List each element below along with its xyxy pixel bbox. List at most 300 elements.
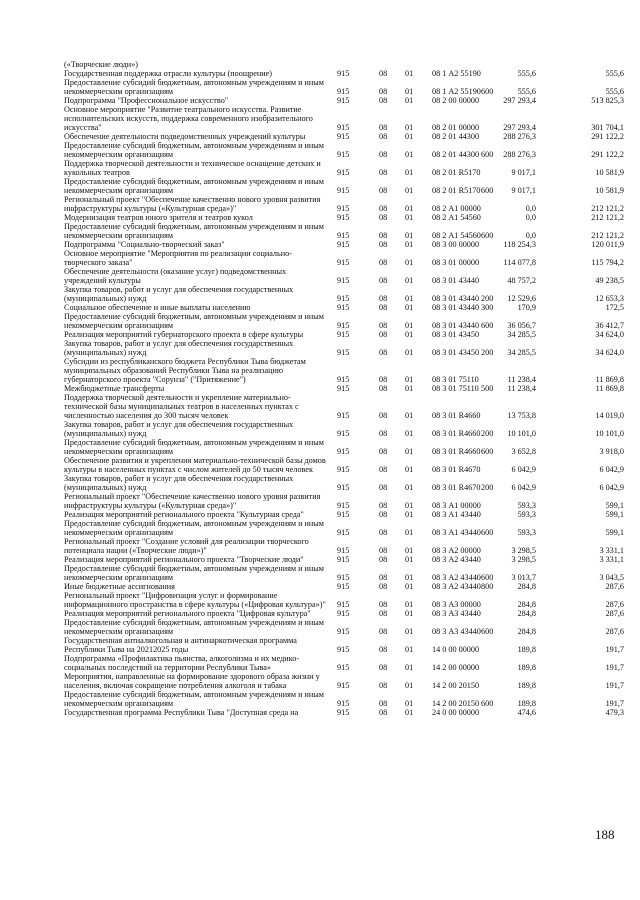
amount-year-2: 555,6 (605, 69, 624, 78)
amount-year-2: 172,5 (605, 303, 624, 312)
amount-year-1: 34 285,5 (507, 348, 536, 357)
ministry-code: 915 (337, 96, 350, 105)
amount-year-1: 36 056,7 (507, 321, 536, 330)
row-name: Модернизация театров юного зрителя и театров кукол (64, 213, 253, 222)
amount-year-1: 118 254,3 (503, 240, 536, 249)
subsection-code: 01 (405, 663, 414, 672)
subsection-code: 01 (405, 609, 414, 618)
target-article-code: 08 3 А3 43440 (432, 609, 481, 618)
subsection-code: 01 (405, 573, 414, 582)
expense-type-code: 200 (481, 429, 494, 438)
expense-type-code: 600 (481, 699, 494, 708)
subsection-code: 01 (405, 384, 414, 393)
amount-year-1: 9 017,1 (511, 186, 536, 195)
subsection-code: 01 (405, 645, 414, 654)
section-code: 08 (379, 123, 388, 132)
target-article-code: 08 2 01 44300 (432, 132, 480, 141)
table-row (64, 636, 624, 654)
row-name: Предоставление субсидий бюджетным, автономным учреждениям и иным некоммерческим организациям (64, 618, 324, 636)
amount-year-1: 189,8 (517, 699, 536, 708)
amount-year-2: 6 042,9 (599, 483, 624, 492)
amount-year-1: 3 298,5 (511, 546, 536, 555)
ministry-code: 915 (337, 123, 350, 132)
subsection-code: 01 (405, 150, 414, 159)
row-name: Обеспечение деятельности подведомственных учреждений культуры (64, 132, 306, 141)
amount-year-2: 10 101,0 (595, 429, 624, 438)
row-name: («Творческие люди») (64, 60, 138, 69)
target-article-code: 08 2 01 00000 (432, 123, 480, 132)
subsection-code: 01 (405, 708, 414, 717)
expense-type-code: 200 (481, 348, 494, 357)
amount-year-1: 593,3 (517, 528, 536, 537)
subsection-code: 01 (405, 510, 414, 519)
subsection-code: 01 (405, 501, 414, 510)
target-article-code: 08 3 01 43440 (432, 321, 480, 330)
ministry-code: 915 (337, 411, 350, 420)
ministry-code: 915 (337, 204, 350, 213)
subsection-code: 01 (405, 240, 414, 249)
subsection-code: 01 (405, 555, 414, 564)
section-code: 08 (379, 645, 388, 654)
subsection-code: 01 (405, 699, 414, 708)
table-row (64, 492, 624, 510)
row-name: Государственная программа Республики Тыва "Доступная среда на (64, 708, 299, 717)
section-code: 08 (379, 609, 388, 618)
target-article-code: 14 2 00 20150 (432, 681, 480, 690)
amount-year-2: 599,1 (605, 510, 624, 519)
section-code: 08 (379, 528, 388, 537)
ministry-code: 915 (337, 240, 350, 249)
ministry-code: 915 (337, 573, 350, 582)
target-article-code: 08 3 01 R4670 (432, 465, 481, 474)
subsection-code: 01 (405, 447, 414, 456)
table-row (64, 177, 624, 195)
subsection-code: 01 (405, 348, 414, 357)
table-row (64, 690, 624, 708)
subsection-code: 01 (405, 429, 414, 438)
section-code: 08 (379, 330, 388, 339)
section-code: 08 (379, 510, 388, 519)
ministry-code: 915 (337, 330, 350, 339)
ministry-code: 915 (337, 510, 350, 519)
table-row (64, 519, 624, 537)
subsection-code: 01 (405, 303, 414, 312)
amount-year-2: 49 238,5 (595, 276, 624, 285)
amount-year-2: 291 122,2 (591, 132, 624, 141)
ministry-code: 915 (337, 663, 350, 672)
expense-type-code: 800 (481, 582, 494, 591)
target-article-code: 08 3 А1 43440 (432, 510, 481, 519)
row-name: Обеспечение развития и укрепления материально-технической базы домов культуры в населенных пунктах с числом жителей до 50 тысяч человек (64, 456, 326, 474)
amount-year-1: 297 293,4 (503, 96, 536, 105)
row-name: Региональный проект "Создание условий для реализации творческого потенциала нации («Творческие люди»)" (64, 537, 309, 555)
subsection-code: 01 (405, 627, 414, 636)
target-article-code: 08 2 А1 54560 (432, 213, 481, 222)
subsection-code: 01 (405, 132, 414, 141)
row-name: Закупка товаров, работ и услуг для обеспечения государственных (муниципальных) нужд (64, 420, 294, 438)
target-article-code: 08 2 А1 54560 (432, 231, 481, 240)
table-row (64, 564, 624, 582)
section-code: 08 (379, 465, 388, 474)
amount-year-1: 555,6 (517, 69, 536, 78)
row-name: Подпрограмма "Профессиональное искусство" (64, 96, 229, 105)
target-article-code: 08 3 А2 00000 (432, 546, 481, 555)
table-row (64, 249, 624, 267)
row-name: Мероприятия, направленные на формирование здорового образа жизни у населения, включая сокращение потребления алкоголя и табака (64, 672, 320, 690)
table-row (64, 303, 624, 312)
target-article-code: 08 3 01 R4670 (432, 483, 481, 492)
target-article-code: 08 3 01 43440 (432, 276, 480, 285)
table-row (64, 591, 624, 609)
table-row (64, 240, 624, 249)
amount-year-2: 3 918,0 (599, 447, 624, 456)
ministry-code: 915 (337, 546, 350, 555)
table-row (64, 393, 624, 420)
target-article-code: 08 3 А2 43440 (432, 582, 481, 591)
subsection-code: 01 (405, 411, 414, 420)
table-row (64, 555, 624, 564)
table-row (64, 654, 624, 672)
ministry-code: 915 (337, 321, 350, 330)
section-code: 08 (379, 501, 388, 510)
amount-year-2: 287,6 (605, 627, 624, 636)
target-article-code: 08 1 А2 55190 (432, 87, 481, 96)
target-article-code: 14 2 00 00000 (432, 663, 480, 672)
subsection-code: 01 (405, 258, 414, 267)
amount-year-1: 284,8 (517, 582, 536, 591)
target-article-code: 08 3 А1 00000 (432, 501, 481, 510)
table-row (64, 330, 624, 339)
subsection-code: 01 (405, 681, 414, 690)
row-name: Предоставление субсидий бюджетным, автономным учреждениям и иным некоммерческим организациям (64, 564, 324, 582)
ministry-code: 915 (337, 483, 350, 492)
table-row (64, 618, 624, 636)
section-code: 08 (379, 600, 388, 609)
table-row (64, 357, 624, 384)
row-name: Предоставление субсидий бюджетным, автономным учреждениям и иным некоммерческим организациям (64, 690, 324, 708)
page-number: 188 (595, 827, 615, 842)
section-code: 08 (379, 168, 388, 177)
expense-type-code: 600 (481, 528, 494, 537)
amount-year-1: 555,6 (517, 87, 536, 96)
ministry-code: 915 (337, 384, 350, 393)
table-row (64, 267, 624, 285)
ministry-code: 915 (337, 231, 350, 240)
ministry-code: 915 (337, 600, 350, 609)
subsection-code: 01 (405, 204, 414, 213)
row-name: Закупка товаров, работ и услуг для обеспечения государственных (муниципальных) нужд (64, 339, 294, 357)
amount-year-1: 48 757,2 (507, 276, 536, 285)
amount-year-2: 34 624,0 (595, 330, 624, 339)
amount-year-1: 189,8 (517, 681, 536, 690)
amount-year-1: 0,0 (525, 204, 536, 213)
row-name: Предоставление субсидий бюджетным, автономным учреждениям и иным некоммерческим организациям (64, 519, 324, 537)
row-name: Предоставление субсидий бюджетным, автономным учреждениям и иным некоммерческим организациям (64, 141, 324, 159)
table-row (64, 537, 624, 555)
table-row (64, 609, 624, 618)
ministry-code: 915 (337, 681, 350, 690)
amount-year-2: 212 121,2 (591, 231, 624, 240)
subsection-code: 01 (405, 600, 414, 609)
target-article-code: 08 3 А1 43440 (432, 528, 481, 537)
ministry-code: 915 (337, 132, 350, 141)
amount-year-2: 191,7 (605, 681, 624, 690)
amount-year-2: 115 794,2 (591, 258, 624, 267)
amount-year-1: 297 293,4 (503, 123, 536, 132)
amount-year-1: 288 276,3 (503, 132, 536, 141)
target-article-code: 08 2 01 R5170 (432, 168, 481, 177)
amount-year-2: 513 825,3 (591, 96, 624, 105)
expense-type-code: 600 (481, 627, 494, 636)
target-article-code: 08 3 01 43440 (432, 294, 480, 303)
target-article-code: 08 3 01 00000 (432, 258, 480, 267)
table-row (64, 60, 624, 69)
row-name: Предоставление субсидий бюджетным, автономным учреждениям и иным некоммерческим организациям (64, 78, 324, 96)
target-article-code: 14 2 00 20150 (432, 699, 480, 708)
subsection-code: 01 (405, 186, 414, 195)
table-row (64, 312, 624, 330)
amount-year-2: 212 121,2 (591, 213, 624, 222)
table-row (64, 420, 624, 438)
subsection-code: 01 (405, 213, 414, 222)
amount-year-2: 34 624,0 (595, 348, 624, 357)
amount-year-1: 474,6 (517, 708, 536, 717)
amount-year-1: 6 042,9 (511, 465, 536, 474)
target-article-code: 08 3 А2 43440 (432, 573, 481, 582)
subsection-code: 01 (405, 375, 414, 384)
ministry-code: 915 (337, 555, 350, 564)
section-code: 08 (379, 231, 388, 240)
row-name: Реализация мероприятий регионального проекта "Цифровая культура" (64, 609, 311, 618)
target-article-code: 08 3 01 75110 (432, 375, 479, 384)
amount-year-1: 0,0 (525, 231, 536, 240)
row-name: Подпрограмма "Социально-творческий заказ" (64, 240, 225, 249)
amount-year-2: 599,1 (605, 501, 624, 510)
target-article-code: 08 3 А3 00000 (432, 600, 481, 609)
subsection-code: 01 (405, 69, 414, 78)
section-code: 08 (379, 96, 388, 105)
target-article-code: 08 3 01 R4660 (432, 447, 481, 456)
row-name: Поддержка творческой деятельности и укрепление материально-технической базы муниципальных театров в населенных пунктах с численностью населения до 300 тысяч человек (64, 393, 299, 420)
amount-year-2: 287,6 (605, 600, 624, 609)
row-name: Поддержка творческой деятельности и техническое оснащение детских и кукольных театров (64, 159, 321, 177)
ministry-code: 915 (337, 348, 350, 357)
table-row (64, 213, 624, 222)
subsection-code: 01 (405, 546, 414, 555)
section-code: 08 (379, 663, 388, 672)
amount-year-1: 114 077,8 (503, 258, 536, 267)
ministry-code: 915 (337, 87, 350, 96)
target-article-code: 08 1 А2 55190 (432, 69, 481, 78)
subsection-code: 01 (405, 528, 414, 537)
subsection-code: 01 (405, 96, 414, 105)
table-row (64, 69, 624, 78)
row-name: Региональный проект "Обеспечение качественно нового уровня развития инфраструктуры культуры («Культурная среда»)" (64, 195, 321, 213)
ministry-code: 915 (337, 168, 350, 177)
amount-year-1: 6 042,9 (511, 483, 536, 492)
ministry-code: 915 (337, 303, 350, 312)
row-name: Межбюджетные трансферты (64, 384, 165, 393)
target-article-code: 24 0 00 00000 (432, 708, 480, 717)
amount-year-2: 3 331,1 (599, 555, 624, 564)
target-article-code: 08 3 01 43450 (432, 348, 480, 357)
section-code: 08 (379, 681, 388, 690)
section-code: 08 (379, 582, 388, 591)
amount-year-2: 479,3 (605, 708, 624, 717)
target-article-code: 08 3 01 R4660 (432, 429, 481, 438)
target-article-code: 14 0 00 00000 (432, 645, 480, 654)
section-code: 08 (379, 150, 388, 159)
section-code: 08 (379, 483, 388, 492)
row-name: Предоставление субсидий бюджетным, автономным учреждениям и иным некоммерческим организациям (64, 438, 324, 456)
ministry-code: 915 (337, 276, 350, 285)
row-name: Обеспечение деятельности (оказание услуг) подведомственных учреждений культуры (64, 267, 287, 285)
target-article-code: 08 3 01 R4660 (432, 411, 481, 420)
amount-year-2: 287,6 (605, 609, 624, 618)
subsection-code: 01 (405, 168, 414, 177)
expense-type-code: 600 (481, 150, 494, 159)
amount-year-1: 13 753,8 (507, 411, 536, 420)
section-code: 08 (379, 546, 388, 555)
amount-year-1: 3 298,5 (511, 555, 536, 564)
subsection-code: 01 (405, 87, 414, 96)
table-row (64, 672, 624, 690)
section-code: 08 (379, 348, 388, 357)
amount-year-1: 284,8 (517, 600, 536, 609)
table-row (64, 285, 624, 303)
table-row (64, 339, 624, 357)
row-name: Предоставление субсидий бюджетным, автономным учреждениям и иным некоммерческим организациям (64, 177, 324, 195)
target-article-code: 08 2 00 00000 (432, 96, 480, 105)
amount-year-1: 11 238,4 (507, 375, 536, 384)
ministry-code: 915 (337, 258, 350, 267)
table-row (64, 456, 624, 474)
row-name: Предоставление субсидий бюджетным, автономным учреждениям и иным некоммерческим организациям (64, 222, 324, 240)
row-name: Реализация мероприятий регионального проекта "Творческие люди" (64, 555, 304, 564)
section-code: 08 (379, 213, 388, 222)
subsection-code: 01 (405, 294, 414, 303)
subsection-code: 01 (405, 123, 414, 132)
amount-year-1: 189,8 (517, 645, 536, 654)
amount-year-2: 191,7 (605, 663, 624, 672)
row-name: Основное мероприятие "Мероприятия по реализации социально-творческого заказа" (64, 249, 292, 267)
amount-year-1: 189,8 (517, 663, 536, 672)
table-row (64, 141, 624, 159)
target-article-code: 08 3 00 00000 (432, 240, 480, 249)
expense-type-code: 500 (481, 384, 494, 393)
amount-year-2: 10 581,9 (595, 168, 624, 177)
amount-year-2: 14 019,0 (595, 411, 624, 420)
row-name: Реализация мероприятий губернаторского проекта в сфере культуры (64, 330, 304, 339)
amount-year-2: 555,6 (605, 87, 624, 96)
ministry-code: 915 (337, 294, 350, 303)
amount-year-2: 301 704,1 (591, 123, 624, 132)
section-code: 08 (379, 411, 388, 420)
amount-year-1: 284,8 (517, 627, 536, 636)
ministry-code: 915 (337, 213, 350, 222)
row-name: Социальное обеспечение и иные выплаты населению (64, 303, 251, 312)
expense-type-code: 600 (481, 573, 494, 582)
amount-year-1: 593,3 (517, 510, 536, 519)
target-article-code: 08 2 01 R5170 (432, 186, 481, 195)
section-code: 08 (379, 708, 388, 717)
row-name: Иные бюджетные ассигнования (64, 582, 175, 591)
row-name: Государственная антиалкогольная и антинаркотическая программа Республики Тыва на 20212025 годы (64, 636, 297, 654)
expense-type-code: 600 (481, 87, 494, 96)
section-code: 08 (379, 294, 388, 303)
subsection-code: 01 (405, 231, 414, 240)
amount-year-1: 3 013,7 (511, 573, 536, 582)
amount-year-1: 284,8 (517, 609, 536, 618)
ministry-code: 915 (337, 69, 350, 78)
ministry-code: 915 (337, 447, 350, 456)
section-code: 08 (379, 258, 388, 267)
expense-type-code: 600 (481, 186, 494, 195)
amount-year-1: 9 017,1 (511, 168, 536, 177)
subsection-code: 01 (405, 582, 414, 591)
ministry-code: 915 (337, 609, 350, 618)
ministry-code: 915 (337, 501, 350, 510)
table-row (64, 96, 624, 105)
section-code: 08 (379, 699, 388, 708)
table-row (64, 195, 624, 213)
section-code: 08 (379, 447, 388, 456)
row-name: Региональный проект "Цифровизация услуг и формирование информационного пространства в сфере культуры («Цифровая культура»)" (64, 591, 326, 609)
expense-type-code: 200 (481, 483, 494, 492)
row-name: Закупка товаров, работ и услуг для обеспечения государственных (муниципальных) нужд (64, 474, 294, 492)
subsection-code: 01 (405, 330, 414, 339)
expense-type-code: 600 (481, 231, 494, 240)
table-row (64, 474, 624, 492)
table-row (64, 222, 624, 240)
table-row (64, 105, 624, 132)
section-code: 08 (379, 555, 388, 564)
amount-year-1: 12 529,6 (507, 294, 536, 303)
row-name: Государственная поддержка отрасли культуры (поощрение) (64, 69, 272, 78)
amount-year-2: 12 653,3 (595, 294, 624, 303)
section-code: 08 (379, 303, 388, 312)
row-name: Подпрограмма «Профилактика пьянства, алкоголизма и их медико-социальных последствий на территории Республики Тыва» (64, 654, 300, 672)
section-code: 08 (379, 69, 388, 78)
expense-type-code: 600 (481, 321, 494, 330)
target-article-code: 08 3 01 43440 (432, 303, 480, 312)
table-row (64, 159, 624, 177)
section-code: 08 (379, 132, 388, 141)
amount-year-2: 191,7 (605, 645, 624, 654)
row-name: Закупка товаров, работ и услуг для обеспечения государственных (муниципальных) нужд (64, 285, 294, 303)
section-code: 08 (379, 186, 388, 195)
row-name: Региональный проект "Обеспечение качественно нового уровня развития инфраструктуры культуры («Культурная среда»)" (64, 492, 321, 510)
amount-year-2: 212 121,2 (591, 204, 624, 213)
row-name: Основное мероприятие "Развитие театрального искусства. Развитие исполнительских искусств, поддержка современного изобразительного искусства" (64, 105, 313, 132)
amount-year-2: 36 412,7 (595, 321, 624, 330)
table-row (64, 132, 624, 141)
subsection-code: 01 (405, 321, 414, 330)
target-article-code: 08 2 01 44300 (432, 150, 480, 159)
amount-year-1: 288 276,3 (503, 150, 536, 159)
table-row (64, 78, 624, 96)
subsection-code: 01 (405, 483, 414, 492)
section-code: 08 (379, 429, 388, 438)
target-article-code: 08 2 А1 00000 (432, 204, 481, 213)
expense-type-code: 300 (481, 303, 494, 312)
ministry-code: 915 (337, 375, 350, 384)
amount-year-1: 0,0 (525, 213, 536, 222)
row-name: Реализация мероприятий регионального проекта "Культурная среда" (64, 510, 304, 519)
section-code: 08 (379, 384, 388, 393)
amount-year-1: 593,3 (517, 501, 536, 510)
amount-year-1: 34 285,5 (507, 330, 536, 339)
